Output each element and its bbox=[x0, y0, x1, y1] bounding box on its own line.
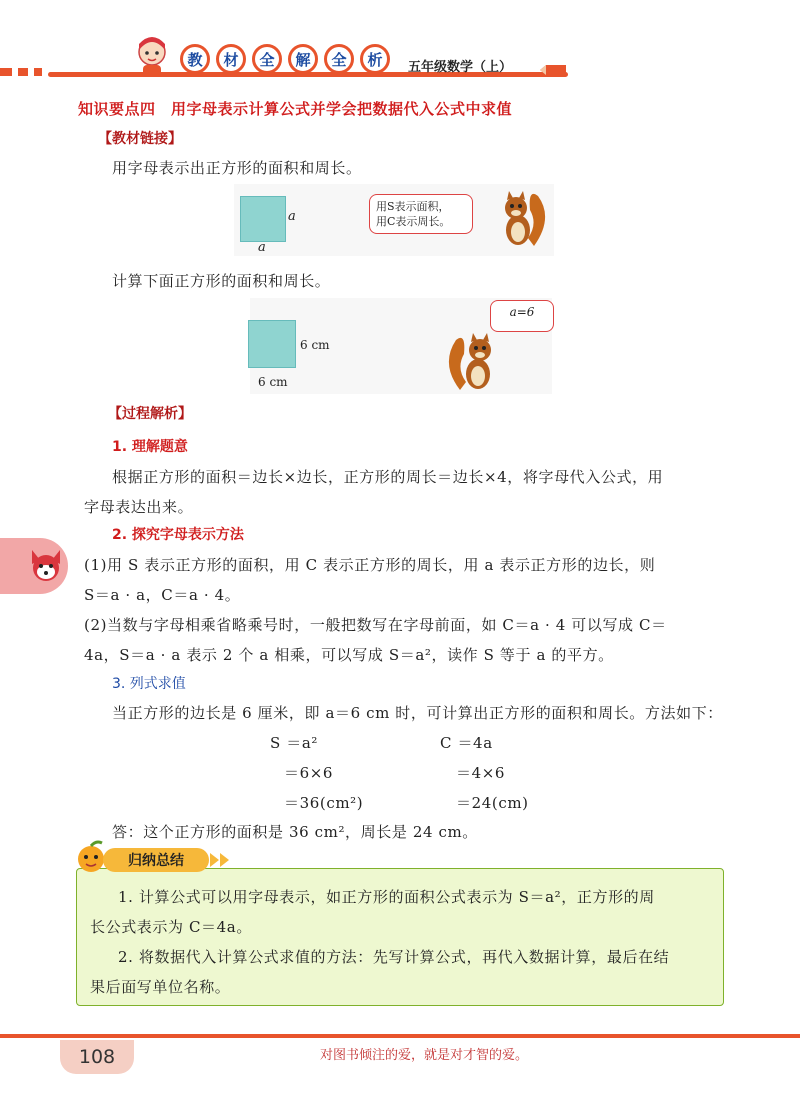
section-2-title: 2. 探究字母表示方法 bbox=[112, 527, 244, 543]
calc-right-line: ＝24(cm) bbox=[456, 794, 529, 812]
header-badge: 全 bbox=[252, 44, 282, 74]
speech-bubble-1 bbox=[369, 194, 473, 234]
question-2: 计算下面正方形的面积和周长。 bbox=[112, 272, 331, 290]
header-badge: 解 bbox=[288, 44, 318, 74]
calc-left-line: ＝6×6 bbox=[284, 764, 334, 782]
squirrel-icon bbox=[446, 330, 502, 394]
calc-left-line: S ＝a² bbox=[270, 734, 319, 752]
square-side-label-6cm: 6 cm bbox=[300, 338, 330, 352]
paragraph-line: 根据正方形的面积＝边长×边长，正方形的周长＝边长×4，将字母代入公式，用 bbox=[112, 468, 664, 486]
paragraph-line: (2)当数与字母相乘省略乘号时，一般把数写在字母前面，如 C＝a · 4 可以写成 C＝ bbox=[84, 616, 667, 634]
squirrel-icon bbox=[494, 188, 550, 250]
summary-line: 长公式表示为 C＝4a。 bbox=[90, 918, 252, 936]
header-badge: 析 bbox=[360, 44, 390, 74]
paragraph-line: 当正方形的边长是 6 厘米，即 a＝6 cm 时，可计算出正方形的面积和周长。方法如下： bbox=[112, 704, 723, 722]
header-dash bbox=[0, 68, 12, 76]
paragraph-line: 4a，S＝a · a 表示 2 个 a 相乘，可以写成 S＝a²，读作 S 等于 a 的平方。 bbox=[84, 646, 614, 664]
question-1: 用字母表示出正方形的面积和周长。 bbox=[112, 159, 362, 177]
paragraph-line: 字母表达出来。 bbox=[84, 498, 194, 516]
page-number: 108 bbox=[60, 1040, 134, 1074]
process-title: 【过程解析】 bbox=[108, 406, 192, 422]
paragraph-line: S＝a · a，C＝a · 4。 bbox=[84, 586, 241, 604]
summary-line: 1. 计算公式可以用字母表示，如正方形的面积公式表示为 S＝a²，正方形的周 bbox=[118, 888, 655, 906]
calc-right-line: ＝4×6 bbox=[456, 764, 506, 782]
square-bottom-label: a bbox=[258, 240, 266, 255]
pencil-icon bbox=[540, 64, 566, 76]
square-figure-2 bbox=[248, 320, 296, 368]
footer-slogan: 对图书倾注的爱，就是对才智的爱。 bbox=[320, 1048, 529, 1063]
header-dash bbox=[18, 68, 28, 76]
speech-bubble-2: a=6 bbox=[490, 300, 554, 332]
square-side-label: a bbox=[288, 209, 296, 224]
calc-left-line: ＝36(cm²) bbox=[284, 794, 364, 812]
square-figure-1 bbox=[240, 196, 286, 242]
paragraph-line: (1)用 S 表示正方形的面积，用 C 表示正方形的周长，用 a 表示正方形的边长，则 bbox=[84, 556, 656, 574]
knowledge-point-title: 知识要点四 用字母表示计算公式并学会把数据代入公式中求值 bbox=[78, 100, 513, 118]
answer: 答：这个正方形的面积是 36 cm²，周长是 24 cm。 bbox=[112, 823, 478, 841]
header-badge: 教 bbox=[180, 44, 210, 74]
double-arrow-icon bbox=[210, 853, 232, 867]
girl-mascot-icon bbox=[128, 34, 176, 78]
summary-line: 果后面写单位名称。 bbox=[90, 978, 231, 996]
summary-title: 归纳总结 bbox=[103, 848, 209, 872]
bubble-line: 用C表示周长。 bbox=[376, 215, 451, 228]
header-dash bbox=[34, 68, 42, 76]
calc-right-line: C ＝4a bbox=[440, 734, 493, 752]
header-badge: 全 bbox=[324, 44, 354, 74]
header-badge: 材 bbox=[216, 44, 246, 74]
section-1-title: 1. 理解题意 bbox=[112, 439, 188, 455]
textbook-link-title: 【教材链接】 bbox=[98, 131, 182, 147]
header-grade: 五年级数学（上） bbox=[408, 60, 513, 75]
summary-line: 2. 将数据代入计算公式求值的方法：先写计算公式，再代入数据计算，最后在结 bbox=[118, 948, 670, 966]
section-3-title: 3. 列式求值 bbox=[112, 676, 186, 692]
bubble-line: 用S表示面积， bbox=[376, 200, 450, 213]
fox-mascot-icon bbox=[28, 546, 64, 586]
footer-line bbox=[0, 1034, 800, 1038]
square-bottom-label-6cm: 6 cm bbox=[258, 375, 288, 389]
